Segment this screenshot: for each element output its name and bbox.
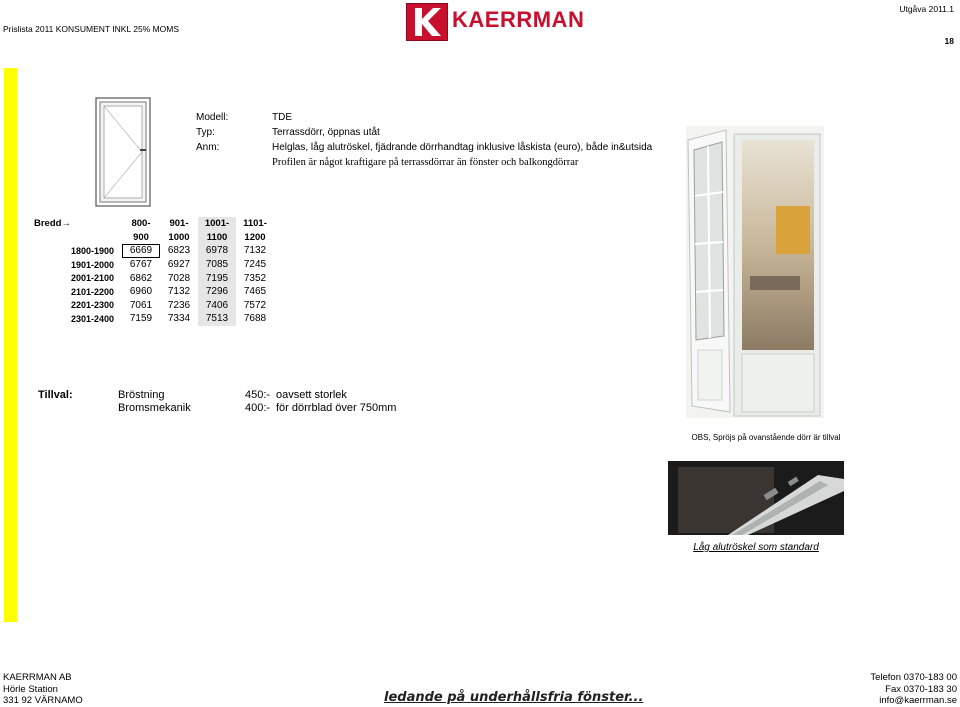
slogan: ledande på underhållsfria fönster... — [384, 690, 644, 705]
height-label: 1901-2000 — [70, 259, 114, 270]
height-label: 2001-2100 — [70, 273, 114, 284]
price-cell: 7245 — [243, 259, 267, 271]
price-cell: 6823 — [167, 245, 191, 257]
price-cell: 6960 — [129, 286, 153, 298]
fax: Fax 0370-183 30 — [885, 683, 957, 695]
table-header-row — [34, 231, 274, 245]
price-cell: 7296 — [198, 285, 236, 299]
kaerrman-logo — [406, 3, 585, 41]
arrow-right-icon: → — [61, 218, 71, 230]
option-name: Bromsmekanik — [118, 402, 191, 414]
price-cell: 7572 — [243, 299, 267, 311]
col-header: 1001- — [198, 217, 236, 231]
sill-photo — [668, 461, 844, 535]
col-header: 1100 — [198, 231, 236, 245]
table-row — [34, 299, 274, 313]
price-cell: 7406 — [198, 299, 236, 313]
height-label: 1800-1900 — [70, 245, 114, 256]
table-row — [34, 271, 274, 285]
pricelist-title: Prislista 2011 KONSUMENT INKL 25% MOMS — [3, 24, 180, 34]
height-label: 2301-2400 — [70, 313, 114, 324]
price-cell: 7334 — [167, 313, 191, 325]
table-row — [34, 312, 274, 326]
price-cell: 6978 — [198, 244, 236, 258]
option-price: 450:- — [245, 389, 271, 401]
price-cell: 7132 — [167, 286, 191, 298]
sprojs-note: OBS, Spröjs på ovanstående dörr är tillval — [691, 433, 841, 442]
price-cell: 7688 — [243, 313, 267, 325]
company-name: KAERRMAN AB — [3, 672, 72, 683]
page-number: 18 — [944, 36, 954, 46]
height-label: 2101-2200 — [70, 286, 114, 297]
email-link[interactable]: info@kaerrman.se — [879, 695, 957, 706]
note-value: Helglas, låg alutröskel, fjädrande dörrhandtag inklusive låskista (euro), både in&utsida — [272, 142, 653, 153]
price-cell: 7236 — [167, 299, 191, 311]
city-address: 331 92 VÄRNAMO — [3, 695, 83, 706]
price-cell: 7513 — [198, 312, 236, 326]
model-value: TDE — [272, 112, 292, 123]
options-label: Tillval: — [38, 389, 73, 401]
col-header: 900 — [133, 231, 149, 243]
phone: Telefon 0370-183 00 — [870, 672, 957, 683]
col-header: 901- — [169, 218, 189, 230]
model-label: Modell: — [196, 112, 229, 123]
option-name: Bröstning — [118, 389, 165, 401]
col-header: 1101- — [243, 218, 267, 230]
col-header: 1000 — [168, 231, 190, 243]
option-price: 400:- — [245, 402, 271, 414]
note-label: Anm: — [196, 142, 220, 153]
price-cell: 7085 — [198, 258, 236, 272]
price-cell: 7028 — [167, 272, 191, 284]
width-header — [34, 217, 122, 231]
logo-k-icon — [406, 3, 448, 41]
price-cell: 7352 — [243, 272, 267, 284]
table-row — [34, 244, 274, 258]
table-header-row — [34, 217, 274, 231]
contact-info — [870, 672, 957, 707]
option-desc: för dörrblad över 750mm — [276, 402, 397, 414]
door-drawing — [95, 97, 151, 207]
company-address — [3, 672, 83, 707]
street-address: Hörle Station — [3, 683, 58, 695]
col-header: 1200 — [244, 231, 266, 243]
profile-note: Profilen är något kraftigare på terrassdörrar än fönster och balkongdörrar — [272, 157, 579, 168]
price-cell: 7465 — [243, 286, 267, 298]
type-label: Typ: — [196, 127, 215, 138]
logo-text: KAERRMAN — [452, 7, 585, 32]
col-header: 800- — [131, 218, 151, 230]
price-cell: 6767 — [129, 259, 153, 271]
price-cell: 7159 — [129, 313, 153, 325]
option-desc: oavsett storlek — [276, 389, 347, 401]
price-cell: 6862 — [129, 272, 153, 284]
price-cell: 7132 — [243, 245, 267, 257]
table-row — [34, 285, 274, 299]
door-photo — [686, 126, 824, 418]
height-label: 2201-2300 — [70, 300, 114, 311]
sill-caption: Låg alutröskel som standard — [693, 542, 819, 553]
price-cell: 6669 — [122, 244, 160, 258]
type-value: Terrassdörr, öppnas utåt — [272, 127, 380, 138]
price-cell: 7195 — [198, 271, 236, 285]
price-cell: 6927 — [167, 259, 191, 271]
edition-label: Utgåva 2011.1 — [899, 4, 954, 14]
table-row — [34, 258, 274, 272]
width-label: Bredd — [34, 218, 62, 230]
price-cell: 7061 — [129, 299, 153, 311]
price-table — [34, 217, 274, 326]
side-color-bar — [4, 68, 17, 622]
